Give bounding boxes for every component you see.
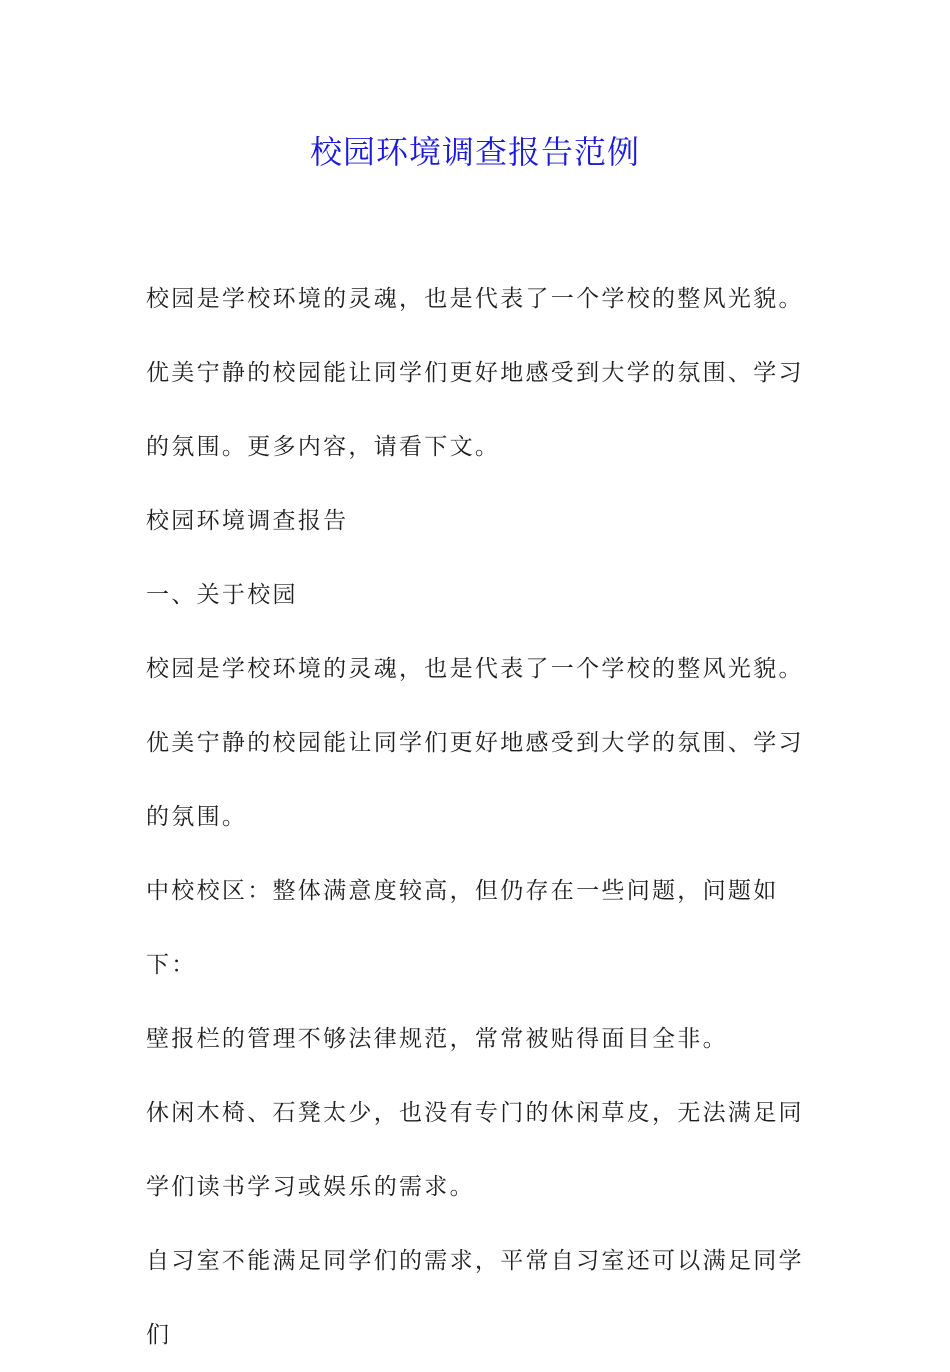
paragraph-intro: 校园是学校环境的灵魂，也是代表了一个学校的整风光貌。优美宁静的校园能让同学们更好地感受到大学的氛围、学习的氛围。更多内容，请看下文。 [146, 286, 804, 460]
paragraph-bulletin-board: 壁报栏的管理不够法律规范，常常被贴得面目全非。 [146, 1026, 728, 1052]
page-title: 校园环境调查报告范例 [309, 133, 640, 171]
paragraph-section-heading: 一、关于校园 [146, 582, 298, 608]
paragraph-campus-description: 校园是学校环境的灵魂，也是代表了一个学校的整风光貌。优美宁静的校园能让同学们更好地感受到大学的氛围、学习的氛围。 [146, 656, 804, 830]
paragraph-benches: 休闲木椅、石凳太少，也没有专门的休闲草皮，无法满足同学们读书学习或娱乐的需求。 [146, 1100, 804, 1200]
paragraph-study-rooms: 自习室不能满足同学们的需求，平常自习室还可以满足同学们 [146, 1248, 804, 1348]
document-body [146, 262, 810, 1372]
paragraph-report-heading: 校园环境调查报告 [146, 508, 349, 534]
paragraph-campus-summary: 中校校区：整体满意度较高，但仍存在一些问题，问题如下： [146, 878, 779, 978]
